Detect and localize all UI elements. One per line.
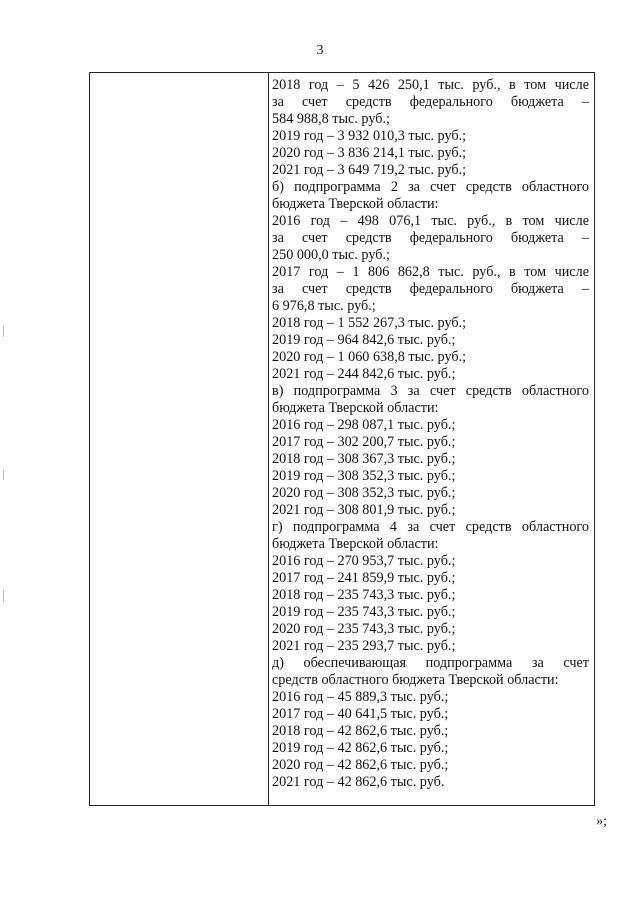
text-line: 2020 год – 308 352,3 тыс. руб.;	[272, 485, 456, 501]
text-line: 2020 год – 235 743,3 тыс. руб.;	[272, 621, 456, 637]
text-line: 2018 год – 5 426 250,1 тыс. руб., в том числе	[272, 77, 589, 93]
text-line: 2020 год – 3 836 214,1 тыс. руб.;	[272, 145, 467, 161]
text-line: 2021 год – 3 649 719,2 тыс. руб.;	[272, 162, 467, 178]
text-line: бюджета Тверской области:	[272, 400, 439, 416]
text-line: 2020 год – 1 060 638,8 тыс. руб.;	[272, 349, 467, 365]
text-line: за счет средств федерального бюджета –	[272, 230, 589, 246]
text-line: бюджета Тверской области:	[272, 196, 439, 212]
text-line: 2019 год – 235 743,3 тыс. руб.;	[272, 604, 456, 620]
text-line: за счет средств федерального бюджета –	[272, 281, 589, 297]
text-line: 2017 год – 241 859,9 тыс. руб.;	[272, 570, 456, 586]
table-right-cell	[272, 77, 589, 791]
text-line: 2019 год – 42 862,6 тыс. руб.;	[272, 740, 449, 756]
closing-quote: »;	[596, 814, 607, 829]
text-line: 6 976,8 тыс. руб.;	[272, 298, 376, 314]
text-line: 2017 год – 40 641,5 тыс. руб.;	[272, 706, 449, 722]
scan-margin-mark	[3, 470, 4, 480]
budget-table	[89, 72, 595, 806]
text-line: 2018 год – 42 862,6 тыс. руб.;	[272, 723, 449, 739]
text-line: средств областного бюджета Тверской области:	[272, 672, 559, 688]
text-line: 250 000,0 тыс. руб.;	[272, 247, 390, 263]
text-line: 2019 год – 3 932 010,3 тыс. руб.;	[272, 128, 467, 144]
text-line: за счет средств федерального бюджета –	[272, 94, 589, 110]
text-line: 2016 год – 298 087,1 тыс. руб.;	[272, 417, 456, 433]
page-number: 3	[316, 43, 324, 58]
text-line: 2016 год – 270 953,7 тыс. руб.;	[272, 553, 456, 569]
text-line: 2019 год – 964 842,6 тыс. руб.;	[272, 332, 456, 348]
text-line: 2021 год – 42 862,6 тыс. руб.	[272, 774, 445, 790]
text-line: 2019 год – 308 352,3 тыс. руб.;	[272, 468, 456, 484]
scan-margin-mark	[3, 325, 4, 337]
text-line: 2016 год – 498 076,1 тыс. руб., в том числе	[272, 213, 589, 229]
text-line: 2018 год – 1 552 267,3 тыс. руб.;	[272, 315, 467, 331]
text-line: 2017 год – 1 806 862,8 тыс. руб., в том числе	[272, 264, 589, 280]
text-line: 2021 год – 308 801,9 тыс. руб.;	[272, 502, 456, 518]
scan-margin-mark	[3, 590, 4, 602]
text-line: в) подпрограмма 3 за счет средств областного	[272, 383, 589, 399]
text-line: г) подпрограмма 4 за счет средств областного	[272, 519, 589, 535]
text-line: б) подпрограмма 2 за счет средств областного	[272, 179, 589, 195]
text-line: 2018 год – 235 743,3 тыс. руб.;	[272, 587, 456, 603]
text-line: 2021 год – 244 842,6 тыс. руб.;	[272, 366, 456, 382]
text-line: 2021 год – 235 293,7 тыс. руб.;	[272, 638, 456, 654]
text-line: 2018 год – 308 367,3 тыс. руб.;	[272, 451, 456, 467]
table-left-cell	[90, 73, 268, 805]
text-line: бюджета Тверской области:	[272, 536, 439, 552]
text-line: 584 988,8 тыс. руб.;	[272, 111, 390, 127]
text-line: д) обеспечивающая подпрограмма за счет	[272, 655, 589, 671]
text-line: 2017 год – 302 200,7 тыс. руб.;	[272, 434, 456, 450]
column-divider	[268, 73, 269, 805]
text-line: 2020 год – 42 862,6 тыс. руб.;	[272, 757, 449, 773]
text-line: 2016 год – 45 889,3 тыс. руб.;	[272, 689, 449, 705]
